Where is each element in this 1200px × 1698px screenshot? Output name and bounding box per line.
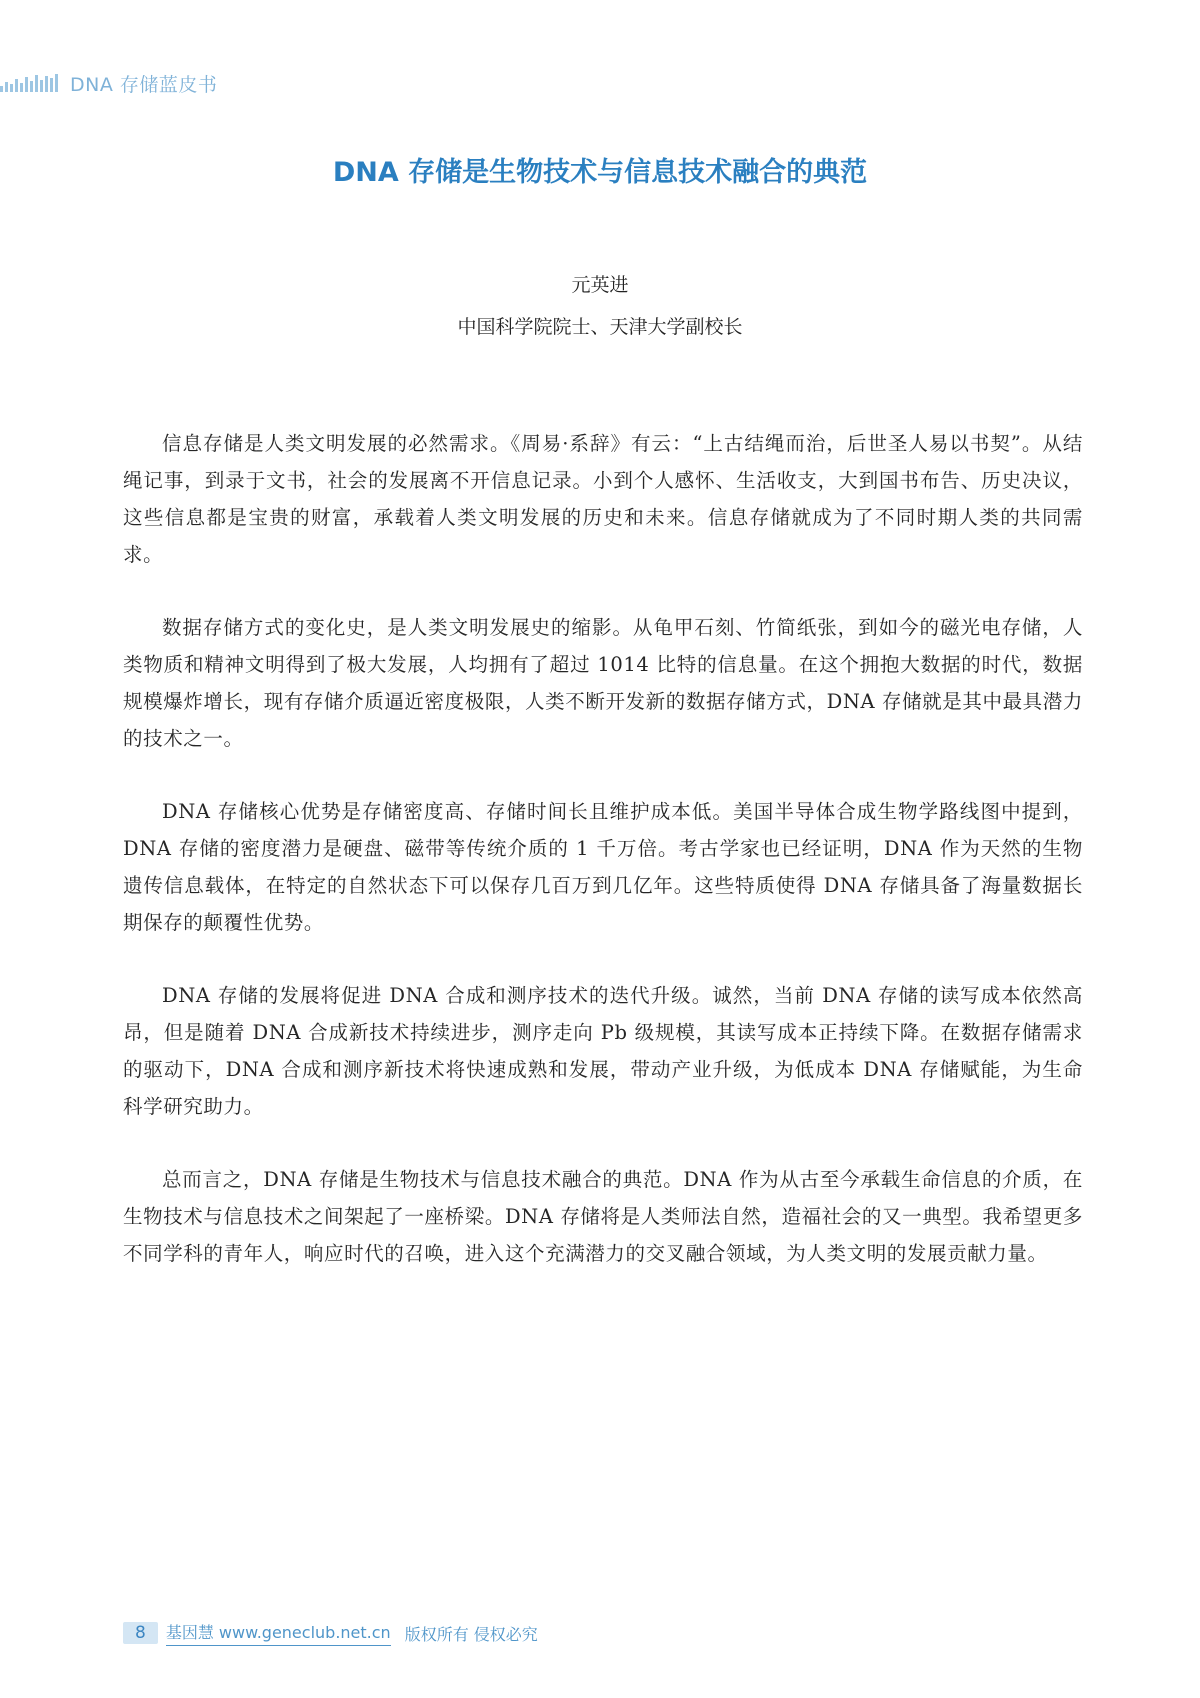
paragraph: 数据存储方式的变化史，是人类文明发展史的缩影。从龟甲石刻、竹简纸张，到如今的磁光电存储，人类物质和精神文明得到了极大发展，人均拥有了超过 1014 比特的信息量。在这个拥抱大数据的时代，数据规模爆炸增长，现有存储介质逼近密度极限，人类不断开发新的数据存储方式，DNA 存储就是其中最具潜力的技术之一。 — [123, 616, 1083, 750]
footer-site-link[interactable]: 基因慧 www.geneclub.net.cn — [166, 1620, 391, 1646]
paragraph: 信息存储是人类文明发展的必然需求。《周易·系辞》有云：“上古结绳而治，后世圣人易以书契”。从结绳记事，到录于文书，社会的发展离不开信息记录。小到个人感怀、生活收支，大到国书布告、历史决议，这些信息都是宝贵的财富，承载着人类文明发展的历史和未来。信息存储就成为了不同时期人类的共同需求。 — [123, 432, 1083, 566]
header-bars-icon — [0, 74, 58, 92]
running-header — [0, 68, 217, 98]
paragraph: DNA 存储核心优势是存储密度高、存储时间长且维护成本低。美国半导体合成生物学路线图中提到，DNA 存储的密度潜力是硬盘、磁带等传统介质的 1 千万倍。考古学家也已经证明，DNA 作为天然的生物遗传信息载体，在特定的自然状态下可以保存几百万到几亿年。这些特质使得 DNA 存储具备了海量数据长期保存的颠覆性优势。 — [123, 800, 1083, 934]
article-title: DNA 存储是生物技术与信息技术融合的典范 — [332, 157, 868, 188]
footer-copyright: 版权所有 侵权必究 — [404, 1624, 538, 1644]
header-title: DNA 存储蓝皮书 — [70, 73, 218, 96]
paragraph: 总而言之，DNA 存储是生物技术与信息技术融合的典范。DNA 作为从古至今承载生命信息的介质，在生物技术与信息技术之间架起了一座桥梁。DNA 存储将是人类师法自然，造福社会的又一典型。我希望更多不同学科的青年人，响应时代的召唤，进入这个充满潜力的交叉融合领域，为人类文明的发展贡献力量。 — [123, 1168, 1083, 1265]
article-body — [123, 425, 1083, 1308]
page-number: 8 — [123, 1622, 158, 1644]
page-footer — [123, 1620, 538, 1646]
author-name: 元英进 — [571, 274, 629, 296]
paragraph: DNA 存储的发展将促进 DNA 合成和测序技术的迭代升级。诚然，当前 DNA 存储的读写成本依然高昂，但是随着 DNA 合成新技术持续进步，测序走向 Pb 级规模，其读写成本正持续下降。在数据存储需求的驱动下，DNA 合成和测序新技术将快速成熟和发展，带动产业升级，为低成本 DNA 存储赋能，为生命科学研究助力。 — [123, 984, 1083, 1118]
author-affiliation: 中国科学院院士、天津大学副校长 — [457, 316, 743, 338]
